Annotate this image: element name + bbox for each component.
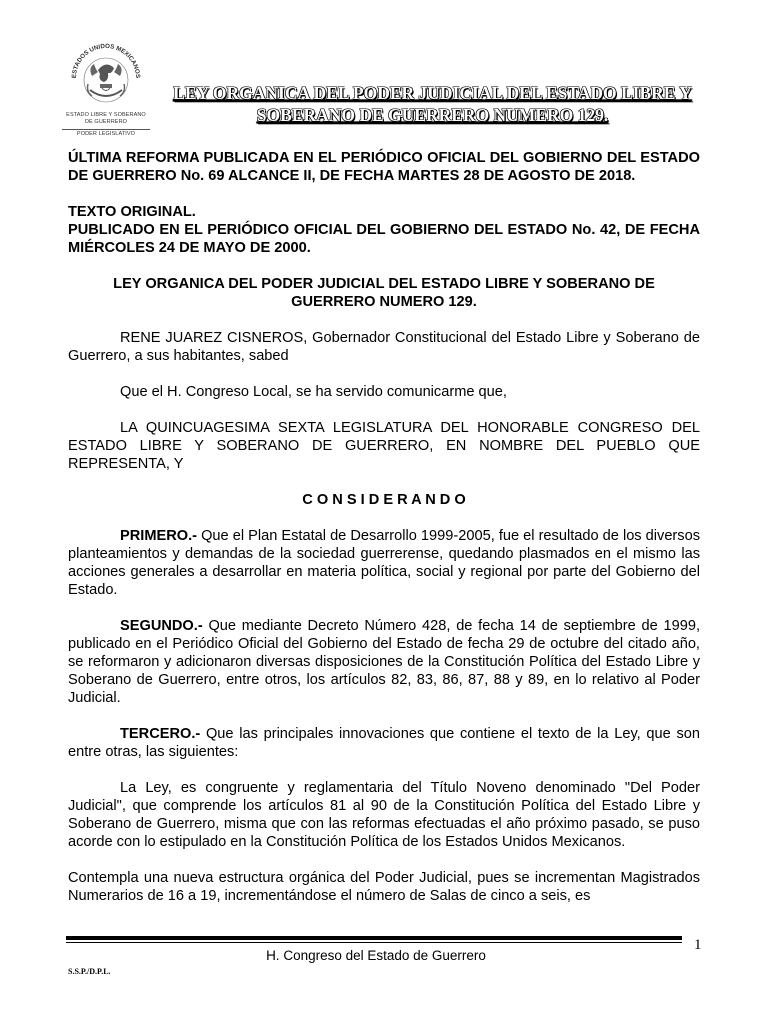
- law-title: LEY ORGANICA DEL PODER JUDICIAL DEL ESTADO LIBRE Y SOBERANO DE GUERRERO NUMERO 129.: [113, 276, 655, 310]
- footer-ssp-code: S.S.P./D.P.L.: [68, 967, 111, 976]
- document-body: [68, 149, 700, 905]
- seal-caption-line1: ESTADO LIBRE Y SOBERANO: [66, 112, 146, 118]
- gobernador-paragraph: RENE JUAREZ CISNEROS, Gobernador Constitucional del Estado Libre y Soberano de Guerrero, a sus habitantes, sabed: [68, 330, 700, 364]
- considerando-heading: C O N S I D E R A N D O: [302, 492, 466, 508]
- congreso-paragraph: Que el H. Congreso Local, se ha servido comunicarme que,: [120, 384, 507, 400]
- contempla-paragraph: Contempla una nueva estructura orgánica del Poder Judicial, pues se incrementan Magistrados Numerarios de 16 a 19, incrementándose el número de Salas de cinco a seis, es: [68, 870, 700, 904]
- primero-label: PRIMERO.-: [120, 528, 198, 544]
- page-number: 1: [694, 937, 702, 953]
- seal-ring-text: ESTADOS UNIDOS MEXICANOS: [70, 42, 142, 79]
- seal-emblem-icon: [62, 40, 150, 110]
- seal-caption: [62, 112, 150, 138]
- texto-original-label: TEXTO ORIGINAL.: [68, 204, 196, 220]
- primero-paragraph: [68, 527, 700, 599]
- state-seal-logo: [62, 40, 150, 140]
- legislatura-paragraph: LA QUINCUAGESIMA SEXTA LEGISLATURA DEL HONORABLE CONGRESO DEL ESTADO LIBRE Y SOBERANO DE GUERRERO, EN NOMBRE DEL PUEBLO QUE REPRESENTA, Y: [68, 420, 700, 472]
- footer-text: H. Congreso del Estado de Guerrero: [266, 948, 486, 963]
- footer-divider: [66, 936, 682, 943]
- segundo-paragraph: [68, 617, 700, 707]
- la-ley-paragraph: La Ley, es congruente y reglamentaria del Título Noveno denominado "Del Poder Judicial", que comprende los artículos 81 al 90 de la Constitución Política del Estado Libre y Soberano de Guerrero, misma que con las reformas efectuadas el año próximo pasado, se puso acorde con lo estipulado en la Constitución Política de los Estados Unidos Mexicanos.: [68, 780, 700, 850]
- segundo-label: SEGUNDO.-: [120, 618, 203, 634]
- seal-caption-line2: DE GUERRERO: [84, 119, 128, 125]
- primero-text: Que el Plan Estatal de Desarrollo 1999-2005, fue el resultado de los diversos planteamientos y demandas de la sociedad guerrerense, quedando plasmados en el mismo las acciones generales a desarrollar en materia política, social y regional por parte del Gobierno del Estado.: [68, 528, 701, 598]
- tercero-text: Que las principales innovaciones que contiene el texto de la Ley, que son entre otras, las siguientes:: [68, 726, 700, 760]
- publicacion-note: PUBLICADO EN EL PERIÓDICO OFICIAL DEL GOBIERNO DEL ESTADO No. 42, DE FECHA MIÉRCOLES 24 DE MAYO DE 2000.: [68, 222, 700, 256]
- tercero-paragraph: [68, 725, 700, 761]
- seal-caption-line3: PODER LEGISLATIVO: [62, 129, 150, 138]
- header-title: LEY ORGANICA DEL PODER JUDICIAL DEL ESTADO LIBRE Y SOBERANO DE GUERRERO NUMERO 129.: [173, 83, 692, 125]
- segundo-text: Que mediante Decreto Número 428, de fecha 14 de septiembre de 1999, publicado en el Periódico Oficial del Gobierno del Estado de fecha 29 de octubre del citado año, se reformaron y adicionaron diversas disposiciones de la Constitución Política del Estado Libre y Soberano de Guerrero, entre otros, los artículos 82, 83, 86, 87, 88 y 89, en lo relativo al Poder Judicial.: [68, 618, 700, 706]
- tercero-label: TERCERO.-: [120, 726, 201, 742]
- ultima-reforma-note: ÚLTIMA REFORMA PUBLICADA EN EL PERIÓDICO OFICIAL DEL GOBIERNO DEL ESTADO DE GUERRERO No. 69 ALCANCE II, DE FECHA MARTES 28 DE AGOSTO DE 2018.: [68, 150, 700, 184]
